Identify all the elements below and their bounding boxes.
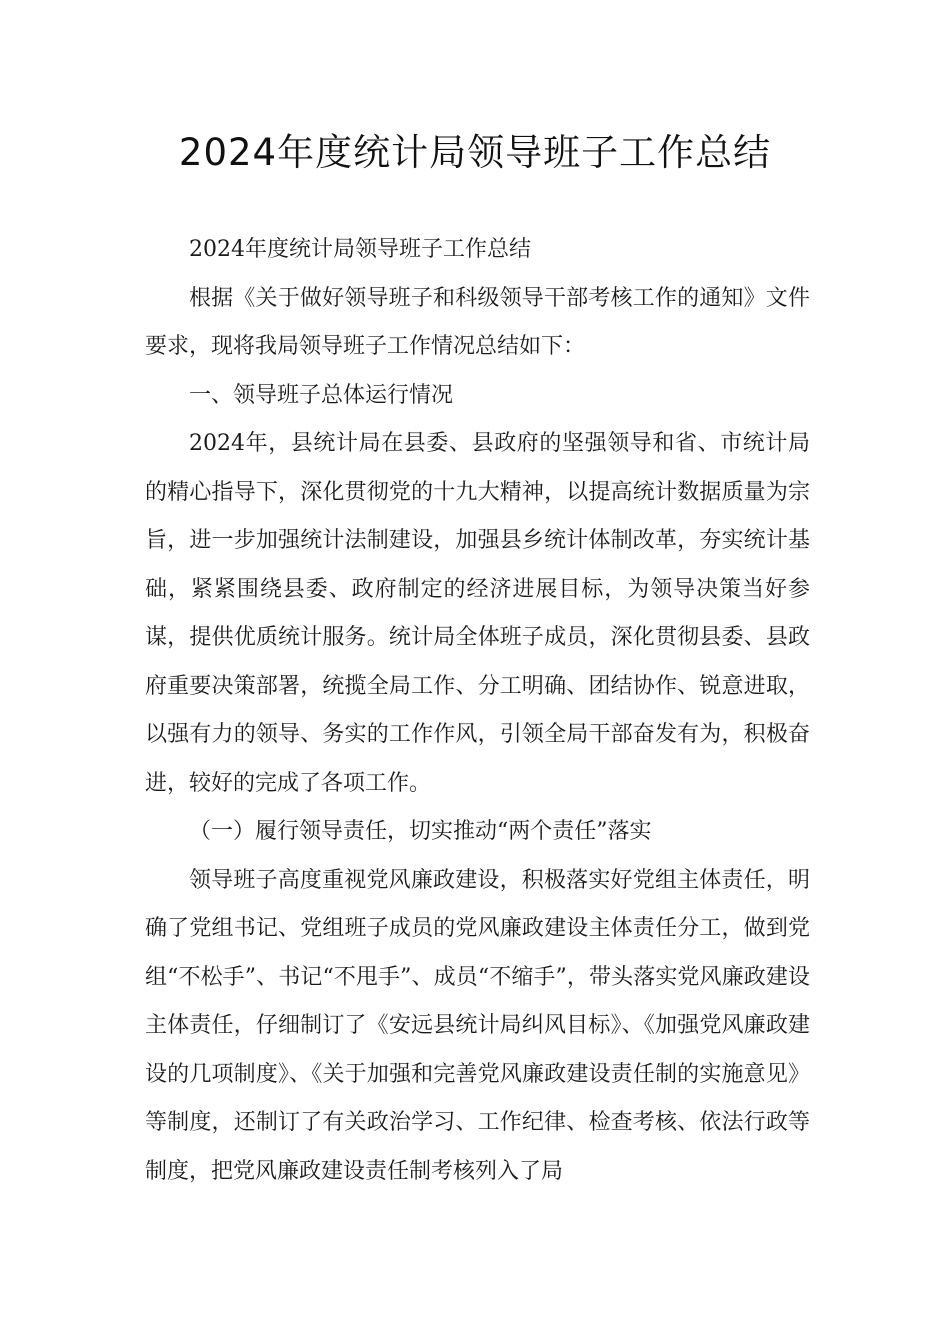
paragraph-repeated-title: 2024年度统计局领导班子工作总结 — [189, 237, 531, 262]
document-body — [145, 226, 810, 1196]
section-heading-1: 一、领导班子总体运行情况 — [189, 382, 454, 408]
paragraph-responsibility: 领导班子高度重视党风廉政建设，积极落实好党组主体责任，明确了党组书记、党组班子成员的党风廉政建设主体责任分工，做到党组“不松手”、书记“不甩手”、成员“不缩手”，带头落实党风廉政建设主体责任，仔细制订了《安远县统计局纠风目标》、《加强党风廉政建设的几项制度》、《关于加强和完善党风廉政建设责任制的实施意见》等制度，还制订了有关政治学习、工作纪律、检查考核、依法行政等制度，把党风廉政建设责任制考核列入了局 — [145, 867, 810, 1184]
paragraph-intro: 根据《关于做好领导班子和科级领导干部考核工作的通知》文件要求，现将我局领导班子工作情况总结如下： — [145, 285, 810, 359]
paragraph-overview: 2024年，县统计局在县委、县政府的坚强领导和省、市统计局的精心指导下，深化贯彻党的十九大精神，以提高统计数据质量为宗旨，进一步加强统计法制建设，加强县乡统计体制改革，夯实统计基础，紧紧围绕县委、政府制定的经济进展目标，为领导决策当好参谋，提供优质统计服务。统计局全体班子成员，深化贯彻县委、县政府重要决策部署，统揽全局工作、分工明确、团结协作、锐意进取，以强有力的领导、务实的工作作风，引领全局干部奋发有为，积极奋进，较好的完成了各项工作。 — [145, 431, 810, 796]
document-title: 2024年度统计局领导班子工作总结 — [178, 131, 772, 174]
subsection-heading-1: （一）履行领导责任，切实推动“两个责任”落实 — [189, 819, 652, 844]
